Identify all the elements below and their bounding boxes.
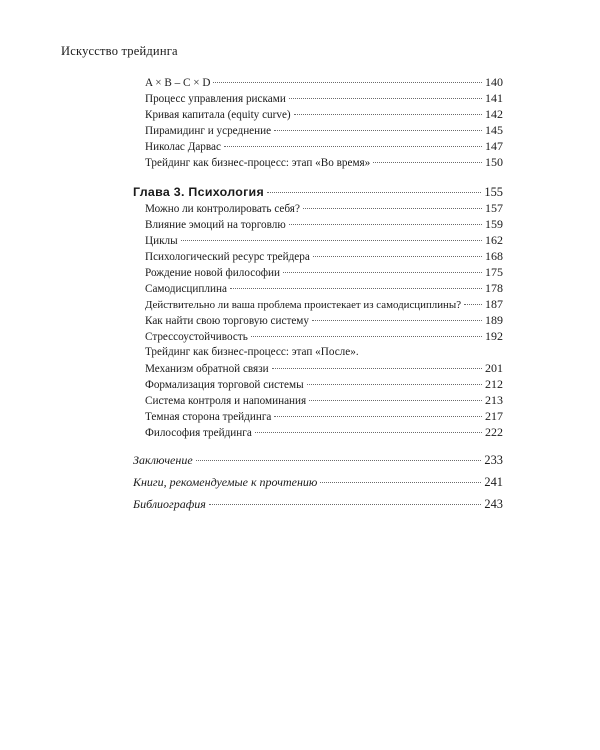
dot-leader	[309, 400, 482, 401]
toc-entry-title: Рождение новой философии	[145, 267, 281, 279]
toc-entry-title: Темная сторона трейдинга	[145, 411, 272, 423]
toc-entry-title: Кривая капитала (equity curve)	[145, 109, 291, 121]
toc-back-matter-entry	[133, 452, 503, 468]
dot-leader	[209, 504, 482, 505]
toc-entry-title: Можно ли контролировать себя?	[145, 203, 300, 215]
toc-entry-page: 217	[485, 409, 503, 423]
chapter-page: 155	[484, 185, 503, 199]
toc-entry-page: 175	[485, 265, 503, 279]
dot-leader	[283, 272, 482, 273]
toc-entry-title: Философия трейдинга	[145, 427, 252, 439]
toc-entry	[145, 264, 503, 281]
toc-entry-title: Механизм обратной связи	[145, 363, 269, 375]
back-matter-page: 243	[484, 497, 503, 511]
toc-entry-page: 178	[485, 281, 503, 295]
toc-entry-page: 150	[485, 155, 503, 169]
dot-leader	[267, 192, 481, 193]
back-matter-page: 233	[484, 453, 503, 467]
running-header: Искусство трейдинга	[61, 44, 178, 58]
dot-leader	[294, 114, 482, 115]
toc-entry-page: 187	[485, 297, 503, 311]
back-matter-title: Книги, рекомендуемые к прочтению	[133, 475, 318, 489]
toc-entry-page: 212	[485, 377, 503, 391]
toc-entry-page: 159	[485, 217, 503, 231]
toc-entry-title: A × B – C × D	[145, 77, 211, 89]
toc-chapter-entry	[133, 184, 503, 200]
toc-entry-page: 157	[485, 201, 503, 215]
toc-entry-page: 168	[485, 249, 503, 263]
toc-entry	[145, 232, 503, 249]
dot-leader	[255, 432, 482, 433]
dot-leader	[289, 224, 482, 225]
toc-entry	[145, 408, 503, 425]
dot-leader	[373, 162, 482, 163]
toc-entry	[145, 106, 503, 123]
toc-back-matter-entry	[133, 496, 503, 512]
toc-entry	[145, 74, 503, 91]
toc-entry-page: 142	[485, 107, 503, 121]
toc-entry-page: 222	[485, 425, 503, 439]
dot-leader	[274, 416, 482, 417]
toc-entry-page: 189	[485, 313, 503, 327]
toc-entry-title: Стрессоустойчивость	[145, 331, 248, 343]
toc-entry	[145, 122, 503, 139]
dot-leader	[230, 288, 482, 289]
dot-leader	[272, 368, 482, 369]
back-matter-page: 241	[484, 475, 503, 489]
toc-entry-page: 192	[485, 329, 503, 343]
dot-leader	[303, 208, 482, 209]
toc-entry-page: 213	[485, 393, 503, 407]
dot-leader	[307, 384, 482, 385]
dot-leader	[313, 256, 482, 257]
dot-leader	[274, 130, 482, 131]
toc-entry-page: 145	[485, 123, 503, 137]
toc-entry-title: Формализация торговой системы	[145, 379, 304, 391]
toc-entry	[145, 296, 503, 313]
toc-entry-page: 162	[485, 233, 503, 247]
toc-entry-title: Влияние эмоций на торговлю	[145, 219, 286, 231]
toc-entry-title: Самодисциплина	[145, 283, 227, 295]
dot-leader	[251, 336, 482, 337]
dot-leader	[213, 82, 482, 83]
toc-entry-title: Трейдинг как бизнес-процесс: этап «Во время»	[145, 157, 371, 169]
toc-entry	[145, 138, 503, 155]
dot-leader	[224, 146, 482, 147]
toc-entry-title: Психологический ресурс трейдера	[145, 251, 310, 263]
toc-entry	[145, 280, 503, 297]
toc-section-heading: Трейдинг как бизнес-процесс: этап «После».	[145, 346, 359, 358]
toc-entry-title: Пирамидинг и усреднение	[145, 125, 272, 137]
chapter-title: Глава 3. Психология	[133, 185, 264, 199]
toc-entry-title: Циклы	[145, 235, 178, 247]
back-matter-title: Заключение	[133, 453, 193, 467]
dot-leader	[289, 98, 482, 99]
toc-entry-title: Система контроля и напоминания	[145, 395, 307, 407]
dot-leader	[320, 482, 481, 483]
toc-entry	[145, 328, 503, 345]
toc-entry	[145, 424, 503, 441]
dot-leader	[464, 304, 482, 305]
dot-leader	[196, 460, 482, 461]
toc-entry-page: 140	[485, 75, 503, 89]
toc-entry-page: 147	[485, 139, 503, 153]
toc-entry	[145, 90, 503, 107]
toc-entry	[145, 216, 503, 233]
toc-entry	[145, 200, 503, 217]
toc-entry-page: 141	[485, 91, 503, 105]
dot-leader	[181, 240, 482, 241]
toc-entry-title: Процесс управления рисками	[145, 93, 286, 105]
toc-entry	[145, 154, 503, 171]
toc-entry-title: Как найти свою торговую систему	[145, 315, 309, 327]
toc-entry-title: Николас Дарвас	[145, 141, 221, 153]
dot-leader	[312, 320, 482, 321]
toc-entry	[145, 312, 503, 329]
back-matter-title: Библиография	[133, 497, 206, 511]
toc-entry-title: Действительно ли ваша проблема проистекает из самодисциплины?	[145, 299, 462, 311]
toc-entry	[145, 392, 503, 409]
toc-entry	[145, 376, 503, 393]
toc-back-matter-entry	[133, 474, 503, 490]
toc-entry	[145, 360, 503, 377]
toc-entry-page: 201	[485, 361, 503, 375]
toc-entry	[145, 248, 503, 265]
